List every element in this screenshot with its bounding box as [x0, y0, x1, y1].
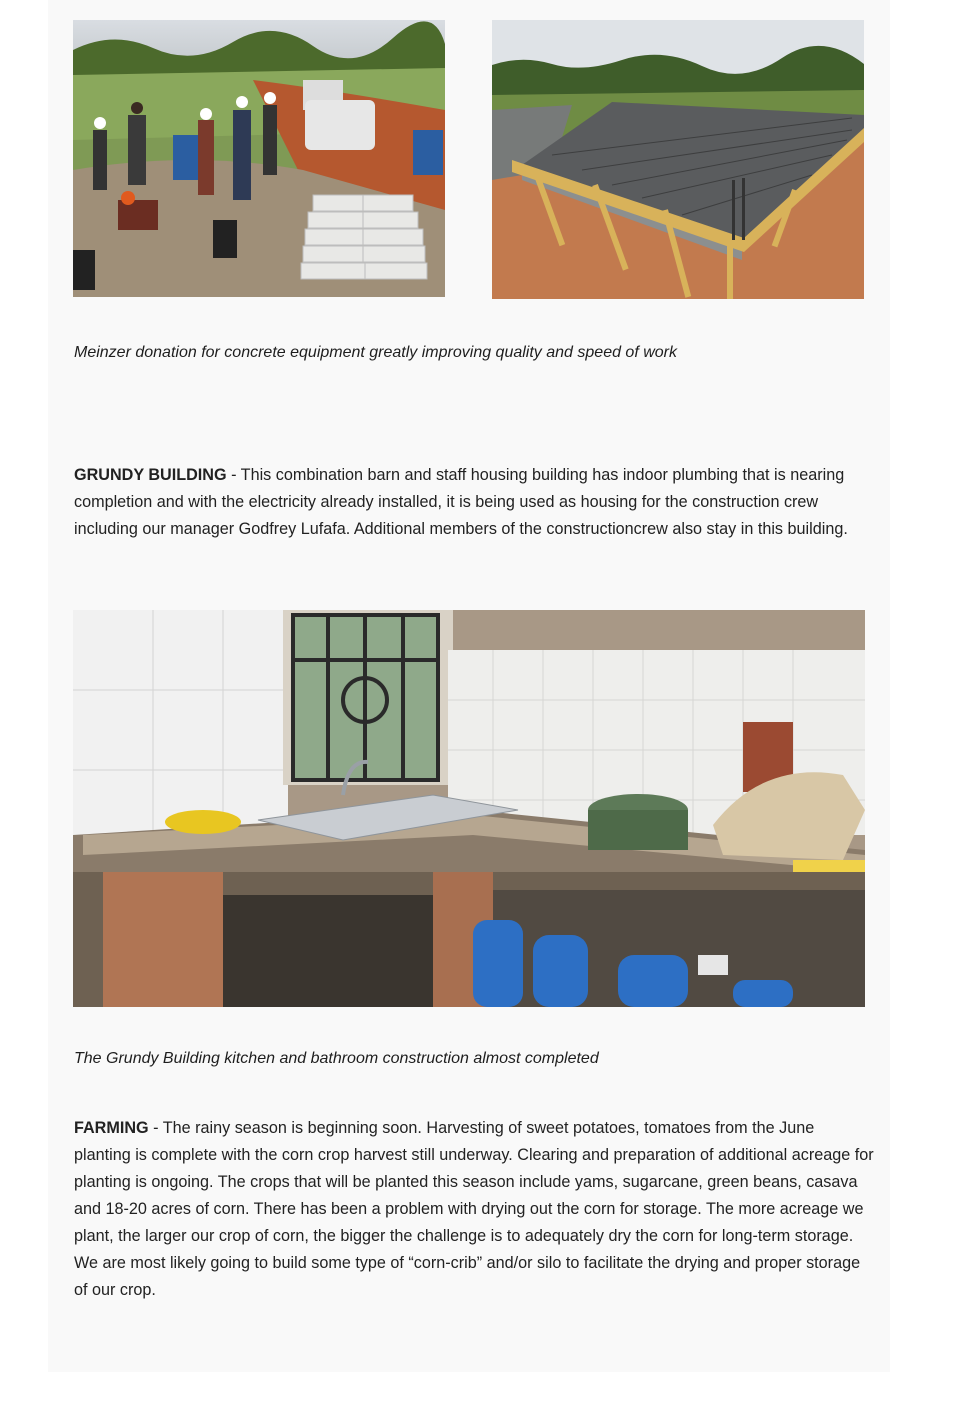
grundy-building-heading: GRUNDY BUILDING: [74, 466, 227, 484]
kitchen-caption: The Grundy Building kitchen and bathroom construction almost completed: [74, 1050, 599, 1067]
kitchen-construction-photo: [73, 610, 865, 1007]
farming-body: - The rainy season is beginning soon. Harvesting of sweet potatoes, tomatoes from the June planting is complete with the corn crop harvest still underway. Clearing and preparation of additional acreage for planting is ongoing. The crops that will be planted this season include yams, sugarcane, green beans, casava and 18-20 acres of corn. There has been a problem with drying out the corn for storage. The more acreage we plant, the larger our crop of corn, the bigger the challenge is to adequately dry the corn for long-term storage. We are most likely going to build some type of “corn-crib” and/or silo to facilitate the drying and proper storage of our crop.: [74, 1119, 874, 1299]
concrete-equipment-caption: Meinzer donation for concrete equipment greatly improving quality and speed of work: [74, 344, 677, 361]
foundation-slab-photo: [492, 20, 864, 299]
document-page: [48, 0, 890, 1372]
grundy-building-body: - This combination barn and staff housing building has indoor plumbing that is nearing completion and with the electricity already installed, it is being used as housing for the construction crew including our manager Godfrey Lufafa. Additional members of the constructioncrew also stay in this building.: [74, 466, 848, 538]
farming-heading: FARMING: [74, 1119, 149, 1137]
construction-workers-photo: [73, 20, 445, 297]
grundy-building-paragraph: [74, 462, 874, 543]
farming-paragraph: [74, 1115, 874, 1304]
